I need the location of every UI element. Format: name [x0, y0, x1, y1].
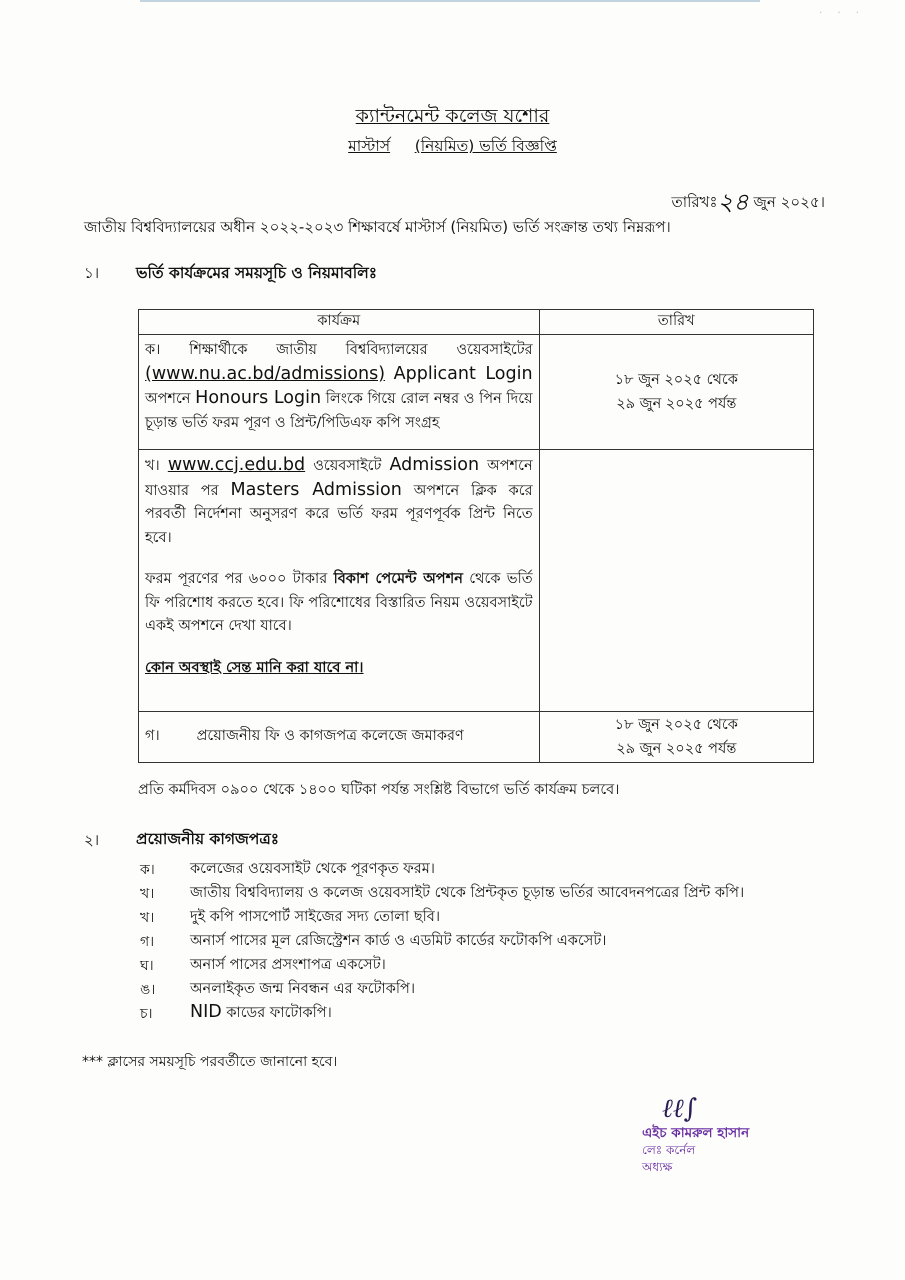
row2-text5: অপশনে ক্লিক করে পরবর্তী নির্দেশনা অনুসরণ করে ভর্তি ফরম পূরণপূর্বক প্রিন্ট নিতে হবে।: [145, 482, 533, 546]
row3-text: প্রয়োজনীয় ফি ও কাগজপত্র কলেজে জমাকরণ: [196, 728, 464, 745]
table-row: [139, 450, 814, 712]
doc-letter: খ।: [140, 886, 155, 902]
row1-applicant-login: Applicant Login: [393, 363, 533, 384]
doc-letter: ঙ।: [140, 982, 156, 998]
row2-payment-text-c: থেকে ভর্তি ফি পরিশোধ করতে হবে। ফি পরিশোধের বিস্তারিত নিয়ম ওয়েবসাইটে একই অপশনে দেখা যাবে।: [145, 571, 533, 634]
row3-date-from: ১৮ জুন ২০২৫ থেকে: [614, 717, 738, 733]
row1-honours-login: Honours Login: [195, 388, 322, 408]
doc-text: দুই কপি পাসপোর্ট সাইজের সদ্য তোলা ছবি।: [190, 909, 441, 925]
date-month-year: জুন ২০২৫।: [753, 193, 825, 211]
row3-date-to: ২৯ জুন ২০২৫ পর্যন্ত: [616, 741, 737, 757]
row2-payment-text-a: ফরম পূরণের পর ৬০০০ টাকার: [145, 571, 328, 587]
row3-date: [539, 712, 813, 763]
row2-text1: ওয়েবসাইটে: [313, 458, 382, 474]
row2-activity: [139, 450, 540, 712]
row1-date-to: ২৯ জুন ২০২৫ পর্যন্ত: [616, 396, 737, 412]
table-row: [139, 712, 814, 763]
scan-edge-line: [140, 0, 760, 2]
schedule-table: [138, 309, 814, 763]
signatory-designation: অধ্যক্ষ: [642, 1160, 673, 1174]
date-label: তারিখঃ: [671, 193, 718, 211]
doc-nid: NID: [190, 1002, 222, 1022]
doc-text: অনলাইকৃত জন্ম নিবন্ধন এর ফটোকপি।: [190, 981, 416, 997]
row2-masters-admission: Masters Admission: [230, 479, 402, 500]
doc-letter: খ।: [140, 910, 155, 926]
table-row: [139, 335, 814, 450]
row1-date: [539, 335, 813, 450]
class-schedule-footnote: *** ক্লাসের সময়সূচি পরবর্তীতে জানানো হবে।: [82, 1054, 338, 1070]
row1-text5: লিংকে গিয়ে রোল নম্বর ও পিন দিয়ে চূড়ান্ত ভর্তি ফরম পূরণ ও প্রিন্ট/পিডিএফ কপি সংগ্রহ: [145, 391, 533, 431]
row1-letter: ক।: [145, 342, 161, 358]
section2-number: ২।: [84, 831, 100, 849]
doc-text: [190, 1002, 332, 1026]
office-hours-notice: প্রতি কর্মদিবস ০৯০০ থেকে ১৪০০ ঘটিকা পর্যন্ত সংশ্লিষ্ট বিভাগে ভর্তি কার্যক্রম চলবে।: [138, 782, 620, 798]
row2-url: www.ccj.edu.bd: [167, 455, 306, 475]
row1-text3: অপশনে: [145, 391, 191, 407]
signatory-name: এইচ কামরুল হাসান: [642, 1125, 750, 1141]
row1-text1: শিক্ষার্থীকে জাতীয় বিশ্ববিদ্যালয়ের ওয়েবসাইটের: [189, 342, 533, 358]
section2-title: প্রয়োজনীয় কাগজপত্রঃ: [136, 830, 280, 848]
date-day-handwritten: ২৪: [717, 188, 749, 216]
table-header-date: তারিখ: [539, 310, 813, 335]
subtitle-admission: (নিয়মিত) ভর্তি বিজ্ঞপ্তি: [414, 137, 557, 155]
row1-activity: [139, 335, 540, 450]
row2-admission: Admission: [389, 455, 480, 475]
doc-letter: গ।: [140, 934, 155, 950]
row3-activity: [139, 712, 540, 763]
doc-letter: ক।: [140, 862, 155, 878]
scan-specks: · · ·: [819, 8, 865, 19]
intro-text: জাতীয় বিশ্ববিদ্যালয়ের অধীন ২০২২-২০২৩ শিক্ষাবর্ষে মাস্টার্স (নিয়মিত) ভর্তি সংক্রান্ত তথ্য নিম্নরূপ।: [84, 218, 671, 236]
doc-text: জাতীয় বিশ্ববিদ্যালয় ও কলেজ ওয়েবসাইট থেকে প্রিন্টকৃত চূড়ান্ত ভর্তির আবেদনপত্রের প্রিন্ট কপি।: [190, 885, 745, 901]
row3-letter: গ।: [145, 728, 160, 745]
table-header-activity: কার্যক্রম: [139, 310, 540, 335]
doc-letter: ঘ।: [140, 958, 154, 974]
handwritten-signature: ℓℓ∫: [662, 1094, 698, 1124]
doc-nid-text: কাডের ফাটোকপি।: [226, 1005, 332, 1021]
notice-subtitle: [0, 134, 905, 160]
table-header-row: [139, 310, 814, 335]
signatory-rank: লেঃ কর্নেল: [642, 1143, 696, 1157]
notice-date: [672, 181, 825, 221]
doc-letter: চ।: [140, 1006, 153, 1022]
doc-text: কলেজের ওয়েবসাইট থেকে পূরণকৃত ফরম।: [190, 861, 435, 877]
section1-title: ভর্তি কার্যক্রমের সময়সূচি ও নিয়মাবলিঃ: [136, 264, 378, 282]
row2-bkash-option: বিকাশ পেমেন্ট অপশন: [333, 571, 463, 587]
doc-text: অনার্স পাসের প্রসংশাপত্র একসেট।: [190, 957, 386, 973]
row1-date-from: ১৮ জুন ২০২৫ থেকে: [614, 372, 738, 388]
subtitle-masters: মাস্টার্স: [348, 137, 391, 155]
doc-text: অনার্স পাসের মূল রেজিস্ট্রেশন কার্ড ও এডমিট কার্ডের ফটোকপি একসেট।: [190, 933, 607, 949]
row2-warning: কোন অবস্থাই সেন্ত মানি করা যাবে না।: [145, 659, 364, 676]
row2-letter: খ।: [145, 458, 160, 474]
row2-text3: অপশনে যাওয়ার পর: [145, 458, 533, 499]
row1-url: (www.nu.ac.bd/admissions): [145, 363, 386, 384]
college-title: ক্যান্টনমেন্ট কলেজ যশোর: [355, 105, 550, 127]
section1-number: ১।: [84, 264, 100, 282]
row2-date: [539, 450, 813, 712]
